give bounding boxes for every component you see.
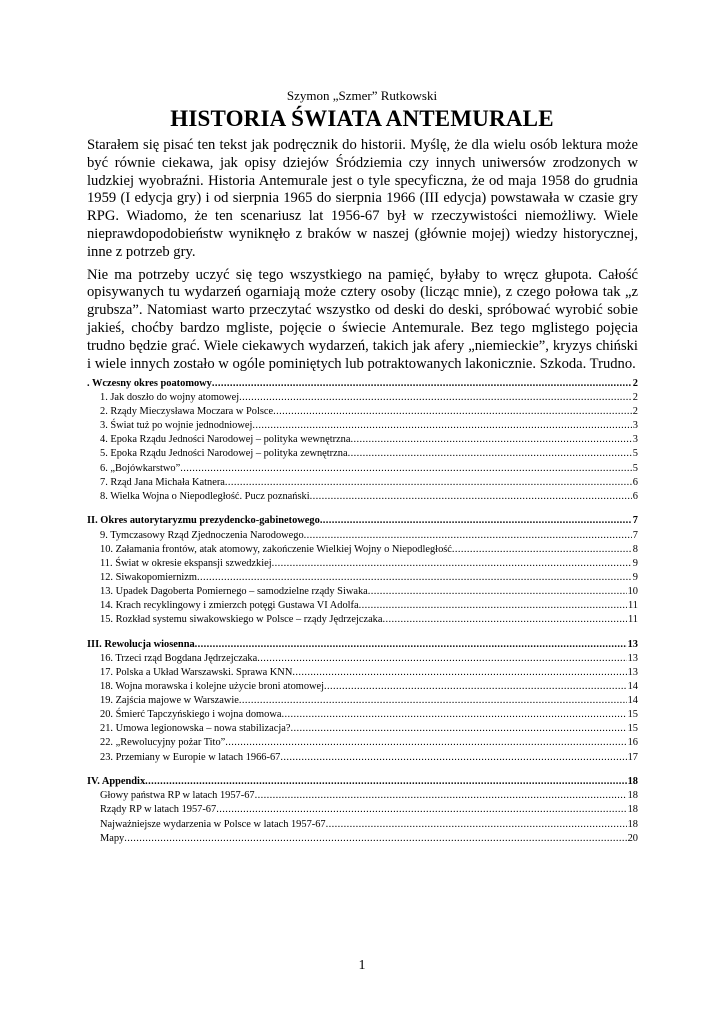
toc-entry-page: 13 — [627, 666, 638, 678]
toc-entry-title: 22. „Rewolucyjny pożar Tito” — [100, 737, 226, 749]
toc-entry-page: 6 — [632, 490, 638, 502]
author-name: Szymon „Szmer” Rutkowski — [286, 88, 438, 103]
toc-section — [87, 775, 638, 845]
toc-entry-title: 4. Epoka Rządu Jedności Narodowej – polityka wewnętrzna — [100, 434, 351, 446]
toc-leader-dots — [239, 694, 627, 708]
toc-entry-title: Mapy — [100, 832, 125, 844]
toc-section — [87, 514, 638, 627]
toc-entry-page: 9 — [632, 571, 638, 583]
toc-entry-title: Rządy RP w latach 1957-67 — [100, 804, 217, 816]
toc-entry-page: 15 — [627, 709, 638, 721]
toc-entry-title: 20. Śmierć Tapczyńskiego i wojna domowa — [100, 709, 282, 721]
toc-entry-title: 18. Wojna morawska i kolejne użycie broni atomowej — [100, 681, 325, 693]
toc-entry-title: 1. Jak doszło do wojny atomowej — [100, 392, 240, 404]
toc-entry-page: 18 — [627, 790, 638, 802]
document-title: HISTORIA ŚWIATA ANTEMURALE — [170, 106, 554, 131]
toc-entry-page: 11 — [627, 614, 638, 626]
toc-leader-dots — [272, 557, 632, 571]
toc-leader-dots — [326, 818, 627, 832]
toc-entry-title: 10. Załamania frontów, atak atomowy, zakończenie Wielkiej Wojny o Niepodległość — [100, 543, 452, 555]
toc-leader-dots — [383, 613, 627, 627]
toc-entry-title: 3. Świat tuż po wojnie jednodniowej — [100, 420, 253, 432]
toc-leader-dots — [452, 543, 632, 557]
toc-entry[interactable] — [87, 557, 638, 571]
toc-leader-dots — [257, 652, 626, 666]
toc-entry-title: . Wczesny okres poatomowy — [87, 378, 212, 389]
toc-leader-dots — [225, 476, 632, 490]
toc-entry[interactable] — [87, 391, 638, 405]
toc-entry-page: 3 — [632, 420, 638, 432]
toc-entry-page: 18 — [627, 818, 638, 830]
toc-entry-title: 11. Świat w okresie ekspansji szwedzkiej — [100, 557, 272, 569]
toc-entry-page: 5 — [632, 448, 638, 460]
toc-entry-page: 3 — [632, 434, 638, 446]
toc-leader-dots — [304, 529, 632, 543]
toc-entry-title: Głowy państwa RP w latach 1957-67 — [100, 790, 255, 802]
toc-leader-dots — [145, 775, 626, 789]
toc-entry[interactable] — [87, 818, 638, 832]
toc-entry[interactable] — [87, 529, 638, 543]
toc-entry[interactable] — [87, 433, 638, 447]
table-of-contents — [87, 377, 638, 856]
toc-leader-dots — [225, 736, 626, 750]
toc-entry[interactable] — [87, 462, 638, 476]
toc-entry[interactable] — [87, 789, 638, 803]
toc-section — [87, 638, 638, 765]
toc-entry[interactable] — [87, 613, 638, 627]
toc-entry-title: 14. Krach recyklingowy i zmierzch potęgi Gustawa VI Adolfa — [100, 600, 359, 611]
toc-entry-page: 9 — [632, 557, 638, 569]
toc-entry[interactable] — [87, 736, 638, 750]
toc-entry-title: 23. Przemiany w Europie w latach 1966-67 — [100, 751, 281, 763]
toc-leader-dots — [239, 391, 632, 405]
toc-entry[interactable] — [87, 419, 638, 433]
toc-leader-dots — [310, 490, 632, 504]
toc-entry-page: 17 — [627, 751, 638, 763]
toc-entry[interactable] — [87, 599, 638, 613]
toc-entry-page: 20 — [627, 832, 638, 844]
toc-entry-page: 14 — [627, 681, 638, 693]
introduction — [87, 137, 638, 378]
toc-entry-title: 17. Polska a Układ Warszawski. Sprawa KNN — [100, 666, 293, 678]
intro-paragraph-1: Starałem się pisać ten tekst jak podręcznik do historii. Myślę, że dla wielu osób lektura może być równie ciekawa, jak opisy dziejów Śródziemia czy innych uniwersów zrodzonych w ludzkiej wyobraźni. Historia Antemurale jest o tyle specyficzna, że od maja 1958 do grudnia 1959 (I edycja gry) i od sierpnia 1965 do sierpnia 1966 (III edycja) powstawała w czasie gry RPG. Wiadomo, że ten scenariusz lat 1956-67 był w rzeczywistości niemożliwy. Wiele nieprawdopodobieństw wyniknęło z braków w naszej (głównie mojej) wiedzy historycznej, inne z potrzeb gry. — [87, 137, 638, 260]
toc-leader-dots — [320, 514, 632, 528]
toc-entry-page: 18 — [627, 776, 638, 788]
toc-entry-title: 13. Upadek Dagoberta Pomiernego – samodzielne rządy Siwaka — [100, 585, 368, 597]
toc-entry[interactable] — [87, 652, 638, 666]
toc-leader-dots — [273, 405, 632, 419]
toc-leader-dots — [216, 803, 626, 817]
toc-entry[interactable] — [87, 722, 638, 736]
toc-leader-dots — [324, 680, 627, 694]
toc-entry[interactable] — [87, 543, 638, 557]
toc-entry-page: 6 — [632, 476, 638, 488]
toc-entry-page: 15 — [627, 723, 638, 735]
toc-entry-page: 11 — [627, 600, 638, 611]
page-number: 1 — [358, 958, 366, 973]
toc-entry-page: 14 — [627, 695, 638, 707]
toc-entry-page: 7 — [632, 529, 638, 541]
toc-entry[interactable] — [87, 694, 638, 708]
toc-entry-page: 18 — [627, 804, 638, 816]
toc-leader-dots — [180, 462, 632, 476]
toc-entry[interactable] — [87, 751, 638, 765]
toc-entry[interactable] — [87, 666, 638, 680]
toc-entry[interactable] — [87, 585, 638, 599]
toc-entry-title: 5. Epoka Rządu Jedności Narodowej – polityka zewnętrzna — [100, 448, 348, 460]
toc-entry-title: III. Rewolucja wiosenna — [87, 638, 195, 650]
toc-entry-page: 7 — [632, 515, 638, 527]
toc-section — [87, 377, 638, 504]
toc-leader-dots — [292, 666, 626, 680]
toc-section-heading[interactable] — [87, 775, 638, 789]
toc-section-heading[interactable] — [87, 377, 638, 391]
toc-entry[interactable] — [87, 680, 638, 694]
toc-leader-dots — [359, 599, 627, 613]
toc-entry-page: 13 — [627, 652, 638, 664]
toc-entry-title: 21. Umowa legionowska – nowa stabilizacja? — [100, 723, 291, 735]
toc-leader-dots — [124, 832, 626, 846]
toc-leader-dots — [280, 751, 626, 765]
toc-section-heading[interactable] — [87, 638, 638, 652]
toc-entry[interactable] — [87, 490, 638, 504]
toc-leader-dots — [350, 433, 631, 447]
toc-leader-dots — [197, 571, 632, 585]
toc-entry-title: IV. Appendix — [87, 776, 146, 788]
toc-entry-title: 15. Rozkład systemu siwakowskiego w Polsce – rządy Jędrzejczaka — [100, 614, 383, 626]
toc-entry[interactable] — [87, 476, 638, 490]
toc-section-heading[interactable] — [87, 514, 638, 528]
toc-leader-dots — [368, 585, 627, 599]
toc-entry-title: 19. Zajścia majowe w Warszawie — [100, 695, 239, 707]
toc-leader-dots — [255, 789, 627, 803]
toc-entry[interactable] — [87, 708, 638, 722]
toc-leader-dots — [290, 722, 626, 736]
toc-entry-page: 8 — [632, 543, 638, 555]
toc-entry-page: 2 — [632, 378, 638, 389]
toc-leader-dots — [212, 377, 632, 391]
toc-entry-page: 10 — [627, 585, 638, 597]
intro-paragraph-2: Nie ma potrzeby uczyć się tego wszystkiego na pamięć, byłaby to wręcz głupota. Całość opisywanych tu wydarzeń ogarniają może cztery osoby (licząc mnie), z czego połowa tak „z grubsza”. Natomiast warto przeczytać wszystko od deski do deski, spróbować wyrobić sobie jakieś, choćby bardzo mgliste, pojęcie o świecie Antemurale. Bez tego mglistego pojęcia trudno będzie grać. Wiele ciekawych wydarzeń, takich jak afery „niemieckie”, kryzys chiński i wiele innych zostało w ogóle pominiętych lub potraktowanych lakonicznie. Szkoda. Trudno. — [87, 266, 638, 372]
toc-entry[interactable] — [87, 447, 638, 461]
toc-entry-title: 2. Rządy Mieczysława Moczara w Polsce — [100, 406, 274, 418]
toc-entry-page: 2 — [632, 406, 638, 418]
toc-entry[interactable] — [87, 405, 638, 419]
toc-entry[interactable] — [87, 832, 638, 846]
toc-entry-title: 6. „Bojówkarstwo” — [100, 462, 181, 474]
toc-leader-dots — [195, 638, 627, 652]
toc-leader-dots — [252, 419, 631, 433]
toc-entry-title: 7. Rząd Jana Michała Katnera — [100, 476, 225, 488]
toc-entry[interactable] — [87, 803, 638, 817]
toc-entry-title: Najważniejsze wydarzenia w Polsce w latach 1957-67 — [100, 818, 326, 830]
toc-entry[interactable] — [87, 571, 638, 585]
toc-entry-title: 8. Wielka Wojna o Niepodległość. Pucz poznański — [100, 490, 310, 502]
toc-entry-title: II. Okres autorytaryzmu prezydencko-gabinetowego — [87, 515, 320, 527]
toc-entry-page: 5 — [632, 462, 638, 474]
toc-entry-page: 16 — [627, 737, 638, 749]
toc-entry-title: 12. Siwakopomiernizm — [100, 571, 197, 583]
toc-leader-dots — [348, 447, 632, 461]
toc-entry-title: 9. Tymczasowy Rząd Zjednoczenia Narodowego — [100, 529, 304, 541]
toc-entry-title: 16. Trzeci rząd Bogdana Jędrzejczaka — [100, 652, 258, 664]
toc-leader-dots — [281, 708, 626, 722]
toc-entry-page: 13 — [627, 638, 638, 650]
toc-entry-page: 2 — [632, 392, 638, 404]
